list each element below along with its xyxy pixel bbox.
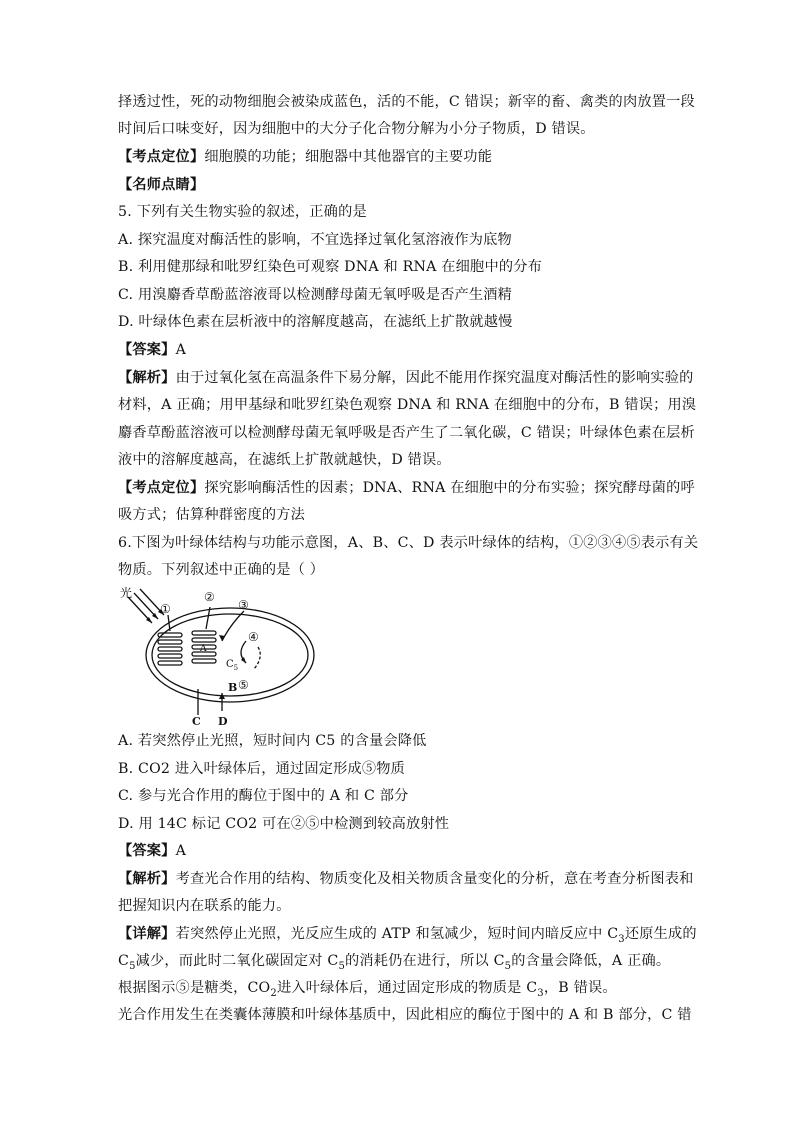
q6-option-c: C. 参与光合作用的酶位于图中的 A 和 C 部分 (118, 788, 409, 804)
q5-option-d: D. 叶绿体色素在层析液中的溶解度越高，在滤纸上扩散就越慢 (118, 314, 513, 330)
cycle-arrow-right (254, 647, 260, 669)
question-6: 6.下图为叶绿体结构与功能示意图，A、B、C、D 表示叶绿体的结构，①②③④⑤表示有关 (118, 535, 699, 551)
kaodian-line: 【考点定位】细胞膜的功能；细胞器中其他器官的主要功能 (118, 149, 493, 165)
marker-5: ⑤ (238, 678, 249, 692)
q5-answer: 【答案】A (118, 342, 187, 358)
light-label: 光 (120, 586, 133, 600)
text-line: 材料，A 正确；用甲基绿和吡罗红染色观察 DNA 和 RNA 在细胞中的分布，B 错误；用溴 (118, 397, 697, 413)
marker-3: ③ (238, 598, 249, 612)
label-b: B (228, 681, 238, 694)
q5-explanation: 【解析】由于过氧化氢在高温条件下易分解，因此不能用作探究温度对酶活性的影响实验的 (118, 370, 694, 386)
q5-option-b: B. 利用健那绿和吡罗红染色可观察 DNA 和 RNA 在细胞中的分布 (118, 259, 542, 275)
marker-2: ② (204, 590, 215, 604)
label-a: A (200, 644, 207, 654)
text-line: 液中的溶解度越高，在滤纸上扩散就越快，D 错误。 (118, 452, 451, 468)
marker-1: ① (160, 602, 171, 616)
c5-label: $C_5$ (226, 659, 239, 672)
text-line: 根据图示⑤是糖类，$CO_2$进入叶绿体后，通过固定形成的物质是 $C_3$，B 错误。 (118, 980, 617, 999)
q5-option-a: A. 探究温度对酶活性的影响，不宜选择过氧化氢溶液作为底物 (118, 232, 512, 248)
mingshi-line: 【名师点睛】 (118, 177, 205, 193)
text-line: 时间后口味变好，因为细胞中的大分子化合物分解为小分子物质，D 错误。 (118, 121, 595, 137)
question-5: 5. 下列有关生物实验的叙述，正确的是 (118, 204, 367, 220)
text-line: 物质。下列叙述中正确的是（ ） (118, 562, 325, 578)
q6-option-a: A. 若突然停止光照，短时间内 C5 的含量会降低 (118, 733, 427, 749)
q6-explanation: 【解析】考查光合作用的结构、物质变化及相关物质含量变化的分析，意在考查分析图表和 (118, 871, 694, 887)
text-line: 光合作用发生在类囊体薄膜和叶绿体基质中，因此相应的酶位于图中的 A 和 B 部分，C 错 (118, 1007, 692, 1023)
q6-detail: 【详解】若突然停止光照，光反应生成的 ATP 和氢减少，短时间内暗反应中 $C_3$还原生成的 (118, 926, 697, 945)
text-line: 吸方式；估算种群密度的方法 (118, 507, 306, 523)
text-line: 择透过性，死的动物细胞会被染成蓝色，活的不能，C 错误；新宰的畜、禽类的肉放置一段 (118, 94, 695, 110)
text-line: $C_5$减少，而此时二氧化碳固定对 $C_5$的消耗仍在进行，所以 $C_5$的含量会降低，A 正确。 (118, 953, 671, 972)
label-c: C (192, 715, 201, 725)
q6-option-d: D. 用 14C 标记 CO2 可在②⑤中检测到较高放射性 (118, 816, 450, 832)
q6-answer: 【答案】A (118, 843, 187, 859)
chloroplast-diagram (118, 585, 318, 725)
text-line: 把握知识内在联系的能力。 (118, 898, 291, 914)
grana-stack-left (158, 633, 182, 665)
q6-option-b: B. CO2 进入叶绿体后，通过固定形成⑤物质 (118, 761, 406, 777)
marker-4: ④ (248, 630, 259, 644)
q5-kaodian: 【考点定位】探究影响酶活性的因素；DNA、RNA 在细胞中的分布实验；探究酵母菌的呼 (118, 480, 695, 496)
q5-option-c: C. 用溴麝香草酚蓝溶液哥以检测酵母菌无氧呼吸是否产生酒精 (118, 287, 513, 303)
label-d: D (218, 715, 228, 725)
text-line: 麝香草酚蓝溶液可以检测酵母菌无氧呼吸是否产生了二氧化碳，C 错误；叶绿体色素在层析 (118, 425, 695, 441)
leader-line-3 (222, 611, 244, 641)
